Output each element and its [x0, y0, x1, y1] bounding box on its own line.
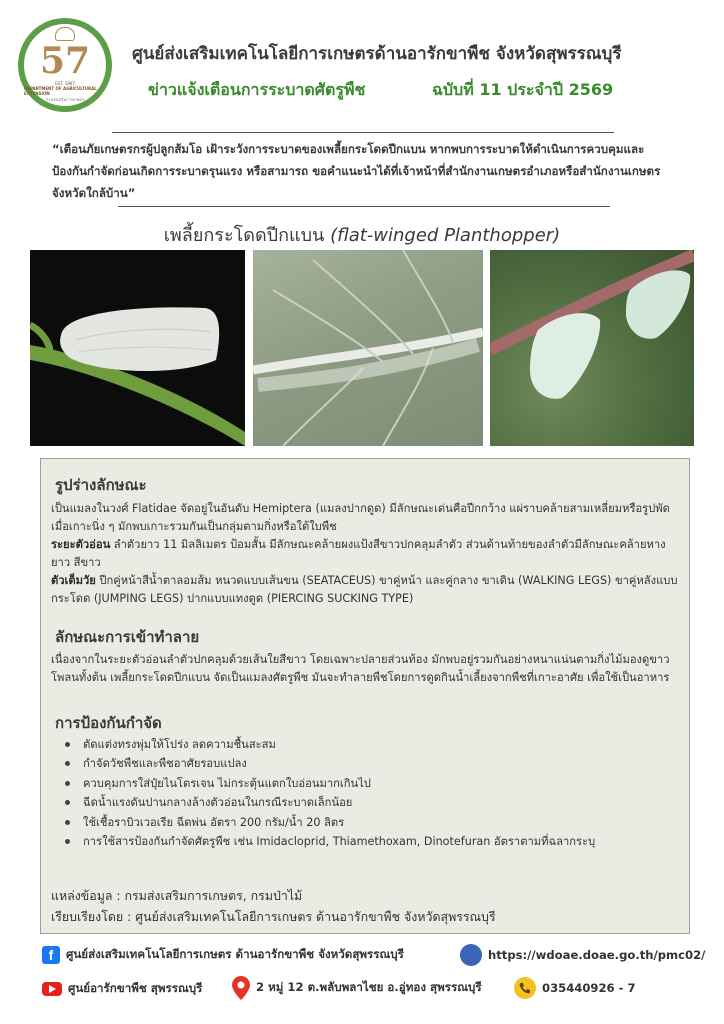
website-url: https://wdoae.doae.go.th/pmc02/: [488, 948, 706, 962]
list-item: ฉีดน้ำแรงดันปานกลางล้างตัวอ่อนในกรณีระบาดเล็กน้อย: [63, 793, 673, 812]
adult-label: ตัวเต็มวัย: [51, 574, 96, 587]
species-thai-name: เพลี้ยกระโดดปีกแบน: [163, 225, 325, 246]
damage-text: เนื่องจากในระยะตัวอ่อนลำตัวปกคลุมด้วยเส้นใยสีขาว โดยเฉพาะปลายส่วนท้อง มักพบอยู่รวมกันอย่างหนาแน่นตามกิ่งไม้มองดูขาวโพลนทั้งต้น เพลี้ยกระโดดปีกแบน จัดเป็นแมลงศัตรูพืช มันจะทำลายพืชโดยการดูดกินน้ำเลี้ยงจากพืชที่เกาะอาศัย เพื่อใช้เป็นอาหาร: [51, 653, 670, 684]
damage-heading: ลักษณะการเข้าทำลาย: [55, 628, 200, 646]
nymph-label: ระยะตัวอ่อน: [51, 538, 111, 551]
list-item: ใช้เชื้อราบิวเวอเรีย ฉีดพ่น อัตรา 200 กรัม/น้ำ 20 ลิตร: [63, 813, 673, 832]
logo-anniversary-number: 57: [39, 40, 91, 82]
phone-link[interactable]: [514, 977, 636, 999]
control-list: [63, 735, 673, 851]
morphology-intro: เป็นแมลงในวงศ์ Flatidae จัดอยู่ในอันดับ Hemiptera (แมลงปากดูด) มีลักษณะเด่นคือปีกกว้าง แผ่ราบคล้ายสามเหลี่ยมหรือรูปพัดเมื่อเกาะนิ่ง ๆ มักพบเกาะรวมกันเป็นกลุ่มตามกิ่งหรือใต้ใบพืช: [51, 502, 670, 533]
bulletin-subtitle: ข่าวแจ้งเตือนการระบาดศัตรูพืช: [148, 80, 366, 99]
list-item: ควบคุมการใส่ปุ๋ยไนโตรเจน ไม่กระตุ้นแตกใบอ่อนมากเกินไป: [63, 774, 673, 793]
issue-number: ฉบับที่ 11 ประจำปี 2569: [432, 80, 614, 99]
crown-emblem-icon: [55, 27, 75, 41]
globe-icon: [460, 944, 482, 966]
list-item: ตัดแต่งทรงพุ่มให้โปร่ง ลดความชื้นสะสม: [63, 735, 673, 754]
list-item: กำจัดวัชพืชและพืชอาศัยรอบแปลง: [63, 754, 673, 773]
youtube-icon: [42, 982, 62, 996]
phone-icon: [514, 977, 536, 999]
youtube-channel: ศูนย์อารักขาพืช สุพรรณบุรี: [68, 981, 203, 995]
list-item: การใช้สารป้องกันกำจัดศัตรูพืช เช่น Imidacloprid, Thiamethoxam, Dinotefuran อัตราตามที่ฉลากระบุ: [63, 832, 673, 851]
control-heading: การป้องกันกำจัด: [55, 714, 162, 732]
phone-number: 035440926 - 7: [542, 981, 636, 995]
photo-nymph-colony-on-leaf: [253, 250, 483, 446]
youtube-link[interactable]: [42, 980, 202, 998]
map-pin-icon: [232, 976, 250, 1000]
species-english-name: (flat-winged Planthopper): [330, 225, 561, 246]
page-title: ศูนย์ส่งเสริมเทคโนโลยีการเกษตรด้านอารักขาพืช จังหวัดสุพรรณบุรี: [132, 44, 622, 64]
nymph-description: ลำตัวยาว 11 มิลลิเมตร ป้อมสั้น มีลักษณะคล้ายผงแป้งสีขาวปกคลุมลำตัว ส่วนด้านท้ายของลำตัวมีลักษณะคล้ายหาง ยาว สีขาว: [51, 538, 666, 569]
photo-adults-on-branch: [490, 250, 694, 446]
facebook-name: ศูนย์ส่งเสริมเทคโนโลยีการเกษตร ด้านอารักขาพืช จังหวัดสุพรรณบุรี: [66, 947, 404, 961]
warning-quote: “เตือนภัยเกษตรกรผู้ปลูกส้มโอ เฝ้าระวังการระบาดของเพลี้ยกระโดดปีกแบน หากพบการระบาดให้ดำเนินการควบคุมและป้องกันกำจัดก่อนเกิดการระบาดรุนแรง หรือสามารถ ขอคำแนะนำได้ที่เจ้าหน้าที่สำนักงานเกษตรอำเภอหรือสำนักงานเกษตรจังหวัดใกล้บ้าน”: [52, 142, 661, 200]
logo-dept: DEPARTMENT OF AGRICULTURAL EXTENSION: [24, 86, 97, 96]
logo-est: EST. 1967: [55, 81, 75, 86]
adult-description: ปีกคู่หน้าสีน้ำตาลอมส้ม หนวดแบบเส้นขน (SEATACEUS) ขาคู่หน้า และคู่กลาง ขาเดิน (WALKING LEGS) ขาคู่หลังแบบกระโดด (JUMPING LEGS) ปากแบบแทงดูด (PIERCING SUCKING TYPE): [51, 574, 678, 605]
morphology-heading: รูปร่างลักษณะ: [55, 476, 147, 494]
website-link[interactable]: [460, 944, 705, 966]
top-divider: [112, 132, 614, 133]
facebook-link[interactable]: [42, 946, 404, 964]
address-line: [232, 976, 482, 1000]
address-text: 2 หมู่ 12 ต.พลับพลาไชย อ.อู่ทอง สุพรรณบุรี: [256, 980, 482, 994]
photo-planthopper-on-stem: [30, 250, 245, 446]
source-credit: แหล่งข้อมูล : กรมส่งเสริมการเกษตร, กรมป่าไม้: [51, 888, 303, 903]
logo-thai-name: กรมส่งเสริมการเกษตร: [45, 97, 85, 102]
morphology-text: [51, 500, 679, 608]
species-title: [0, 220, 724, 249]
compiled-by: เรียบเรียงโดย : ศูนย์ส่งเสริมเทคโนโลยีการเกษตร ด้านอารักขาพืช จังหวัดสุพรรณบุรี: [51, 909, 496, 924]
facebook-icon: f: [42, 946, 60, 964]
info-panel: [40, 458, 690, 934]
warning-divider: [118, 206, 610, 207]
department-logo: [18, 18, 112, 112]
